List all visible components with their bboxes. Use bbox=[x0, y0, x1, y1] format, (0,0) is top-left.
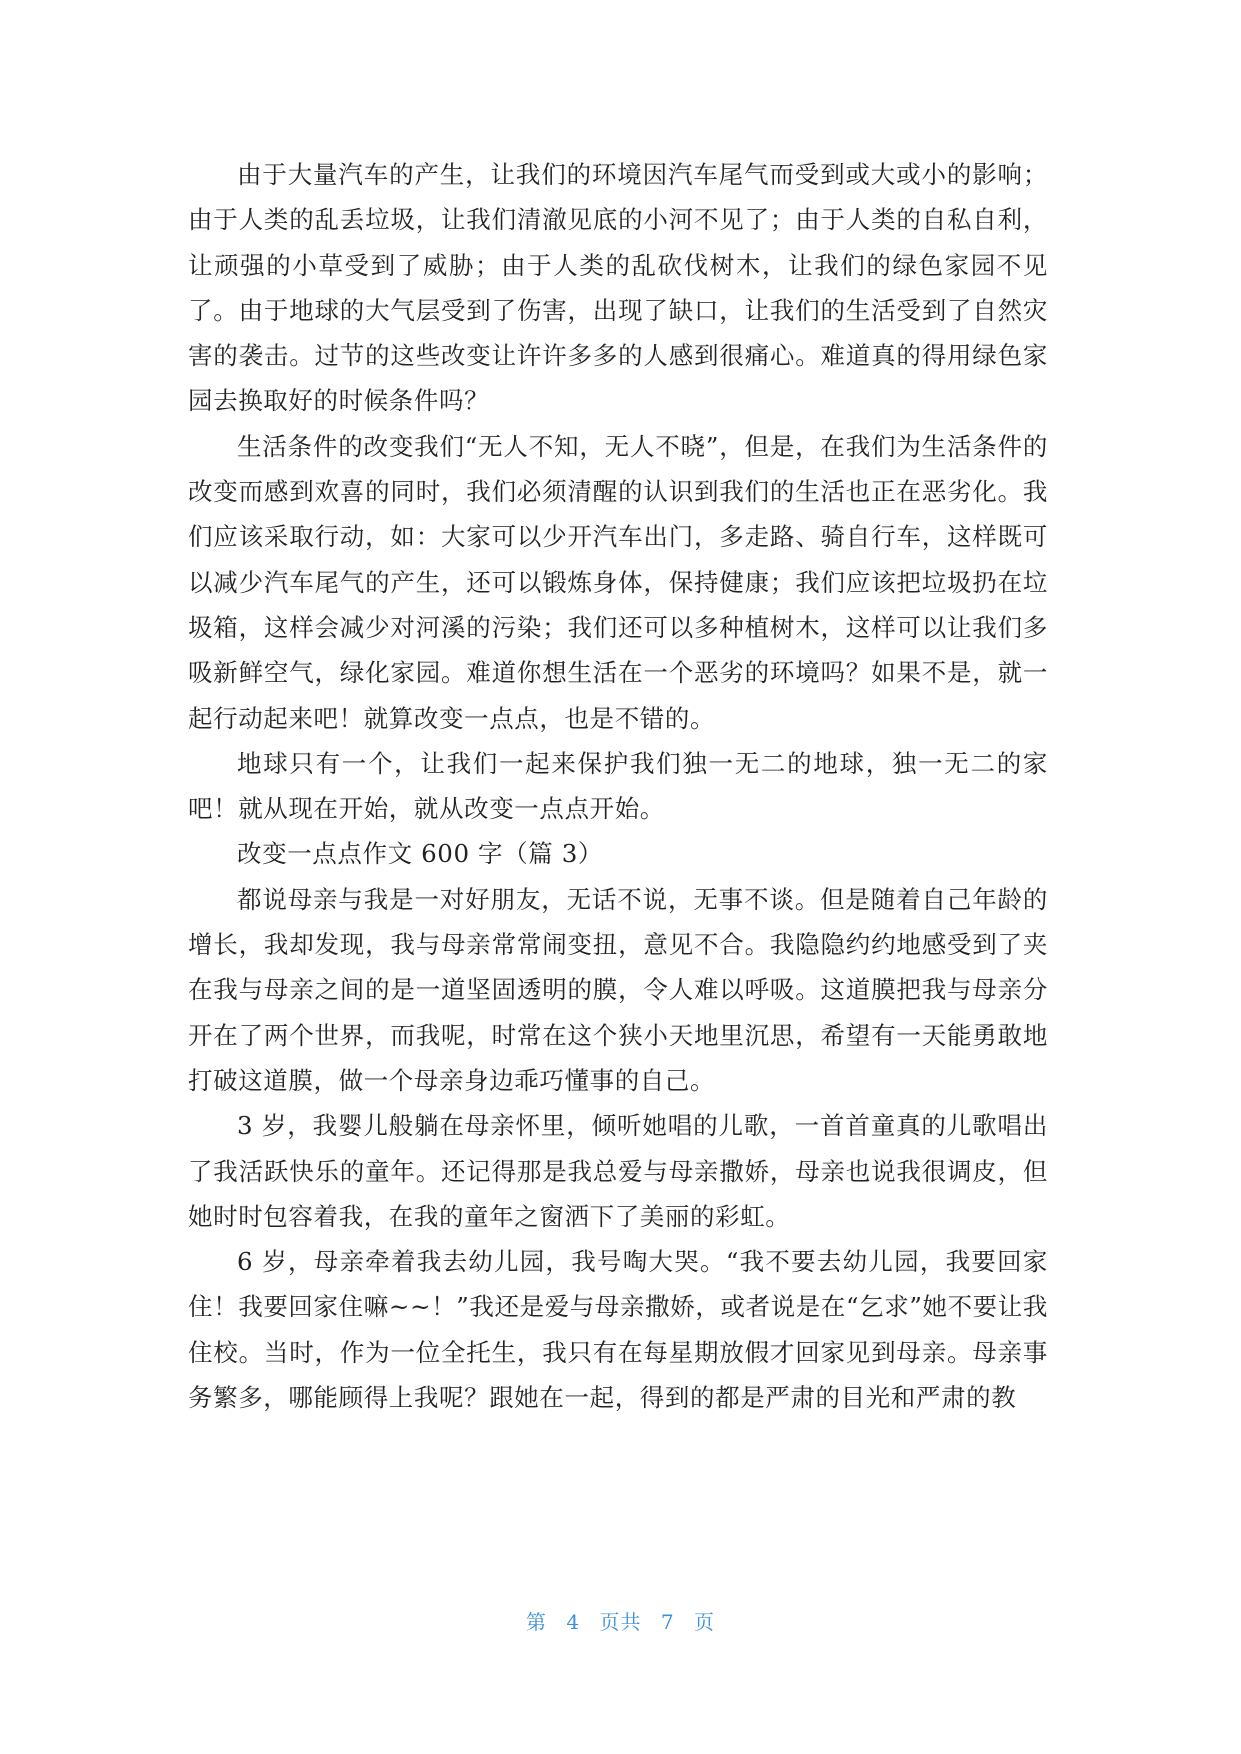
paragraph-age-six: 6 岁，母亲牵着我去幼儿园，我号啕大哭。“我不要去幼儿园，我要回家住！我要回家住嘛~~！”我还是爱与母亲撒娇，或者说是在“乞求”她不要让我住校。当时，作为一位全托生，我只有在每星期放假才回家见到母亲。母亲事务繁多，哪能顾得上我呢？跟她在一起，得到的都是严肃的目光和严肃的教 bbox=[188, 1247, 1048, 1413]
paragraph-age-three: 3 岁，我婴儿般躺在母亲怀里，倾听她唱的儿歌，一首首童真的儿歌唱出了我活跃快乐的童年。还记得那是我总爱与母亲撒娇，母亲也说我很调皮，但她时时包容着我，在我的童年之窗洒下了美丽的彩虹。 bbox=[188, 1111, 1048, 1231]
footer-label-page: 第 bbox=[526, 1610, 548, 1634]
paragraph-protect-earth: 地球只有一个，让我们一起来保护我们独一无二的地球，独一无二的家吧！就从现在开始，就从改变一点点开始。 bbox=[188, 748, 1048, 824]
footer-total-pages: 7 bbox=[660, 1610, 675, 1634]
footer-label-end: 页 bbox=[693, 1610, 715, 1634]
footer-current-page: 4 bbox=[566, 1610, 581, 1634]
essay-heading: 改变一点点作文 600 字（篇 3） bbox=[237, 839, 604, 869]
paragraph-living-conditions: 生活条件的改变我们“无人不知，无人不晓”，但是，在我们为生活条件的改变而感到欢喜的同时，我们必须清醒的认识到我们的生活也正在恶劣化。我们应该采取行动，如：大家可以少开汽车出门，多走路、骑自行车，这样既可以减少汽车尾气的产生，还可以锻炼身体，保持健康；我们应该把垃圾扔在垃圾箱，这样会减少对河溪的污染；我们还可以多种植树木，这样可以让我们多吸新鲜空气，绿化家园。难道你想生活在一个恶劣的环境吗？如果不是，就一起行动起来吧！就算改变一点点，也是不错的。 bbox=[188, 431, 1048, 733]
paragraph-mother-friend: 都说母亲与我是一对好朋友，无话不说，无事不谈。但是随着自己年龄的增长，我却发现，我与母亲常常闹变扭，意见不合。我隐隐约约地感受到了夹在我与母亲之间的是一道坚固透明的膜，令人难以呼吸。这道膜把我与母亲分开在了两个世界，而我呢，时常在这个狭小天地里沉思，希望有一天能勇敢地打破这道膜，做一个母亲身边乖巧懂事的自己。 bbox=[188, 884, 1048, 1095]
paragraph-environment-damage: 由于大量汽车的产生，让我们的环境因汽车尾气而受到或大或小的影响；由于人类的乱丢垃圾，让我们清澈见底的小河不见了；由于人类的自私自利，让顽强的小草受到了威胁；由于人类的乱砍伐树木，让我们的绿色家园不见了。由于地球的大气层受到了伤害，出现了缺口，让我们的生活受到了自然灾害的袭击。过节的这些改变让许许多多的人感到很痛心。难道真的得用绿色家园去换取好的时候条件吗？ bbox=[188, 160, 1048, 416]
footer-label-of: 页共 bbox=[599, 1610, 642, 1634]
page-footer bbox=[0, 1606, 1241, 1635]
document-body bbox=[188, 152, 1048, 1420]
